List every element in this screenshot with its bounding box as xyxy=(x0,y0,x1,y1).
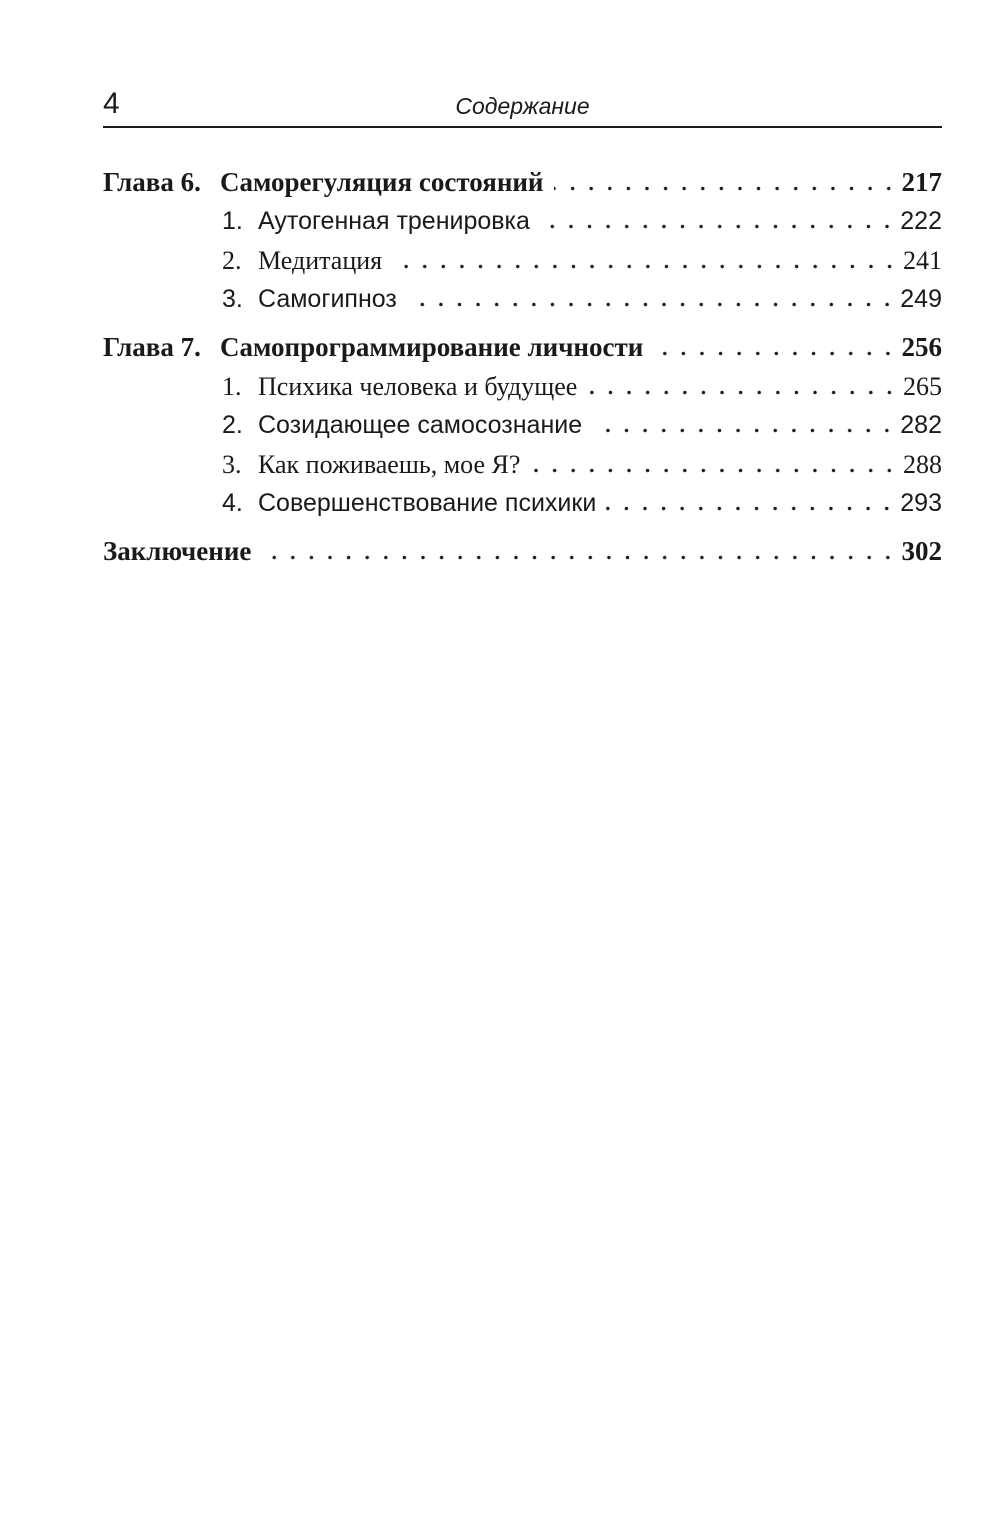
toc-section-row xyxy=(103,445,942,484)
toc-chapter-row xyxy=(103,163,942,202)
dot-leader xyxy=(261,555,897,560)
dot-leader xyxy=(592,428,896,433)
section-title: Медитация xyxy=(258,246,383,275)
section-number: 4. xyxy=(222,489,243,517)
dot-leader xyxy=(554,186,898,191)
dot-leader xyxy=(540,224,896,229)
dot-leader xyxy=(606,506,896,511)
page-header xyxy=(103,84,942,126)
section-number: 3. xyxy=(222,450,242,479)
chapter-title: Заключение xyxy=(103,536,252,566)
dot-leader xyxy=(587,390,899,395)
page-ref: 222 xyxy=(900,207,942,235)
page-ref: 256 xyxy=(901,332,942,362)
page-ref: 241 xyxy=(903,246,942,275)
running-title: Содержание xyxy=(455,93,590,119)
toc-section-row xyxy=(103,484,942,523)
dot-leader xyxy=(653,351,897,356)
toc-chapter-row xyxy=(103,532,942,571)
section-number: 1. xyxy=(222,372,242,401)
page-number: 4 xyxy=(103,87,120,120)
page-ref: 302 xyxy=(901,536,942,566)
chapter-title: Самопрограммирование личности xyxy=(220,332,644,362)
chapter-label: Глава 6. xyxy=(103,167,201,197)
section-title: Самогипноз xyxy=(258,285,397,313)
dot-leader xyxy=(407,302,896,307)
page-ref: 265 xyxy=(903,372,942,401)
table-of-contents xyxy=(103,163,942,571)
section-title: Созидающее самосознание xyxy=(258,411,583,439)
chapter-title: Саморегуляция состояний xyxy=(220,167,544,197)
section-number: 2. xyxy=(222,246,242,275)
section-number: 2. xyxy=(222,411,243,439)
dot-leader xyxy=(530,468,899,473)
section-title: Психика человека и будущее xyxy=(258,372,578,401)
page-ref: 249 xyxy=(900,285,942,313)
page-ref: 293 xyxy=(900,489,942,517)
dot-leader xyxy=(392,264,899,269)
chapter-label: Глава 7. xyxy=(103,332,201,362)
toc-section-row xyxy=(103,280,942,319)
header-rule xyxy=(103,126,942,128)
section-title: Как поживаешь, мое Я? xyxy=(258,450,521,479)
page-ref: 282 xyxy=(900,411,942,439)
page-ref: 217 xyxy=(901,167,942,197)
toc-section-row xyxy=(103,367,942,406)
section-number: 3. xyxy=(222,285,243,313)
toc-section-row xyxy=(103,202,942,241)
page-ref: 288 xyxy=(903,450,942,479)
section-title: Аутогенная тренировка xyxy=(258,207,530,235)
toc-chapter-row xyxy=(103,328,942,367)
toc-section-row xyxy=(103,406,942,445)
section-title: Совершенствование психики xyxy=(258,489,597,517)
section-number: 1. xyxy=(222,207,243,235)
toc-section-row xyxy=(103,241,942,280)
